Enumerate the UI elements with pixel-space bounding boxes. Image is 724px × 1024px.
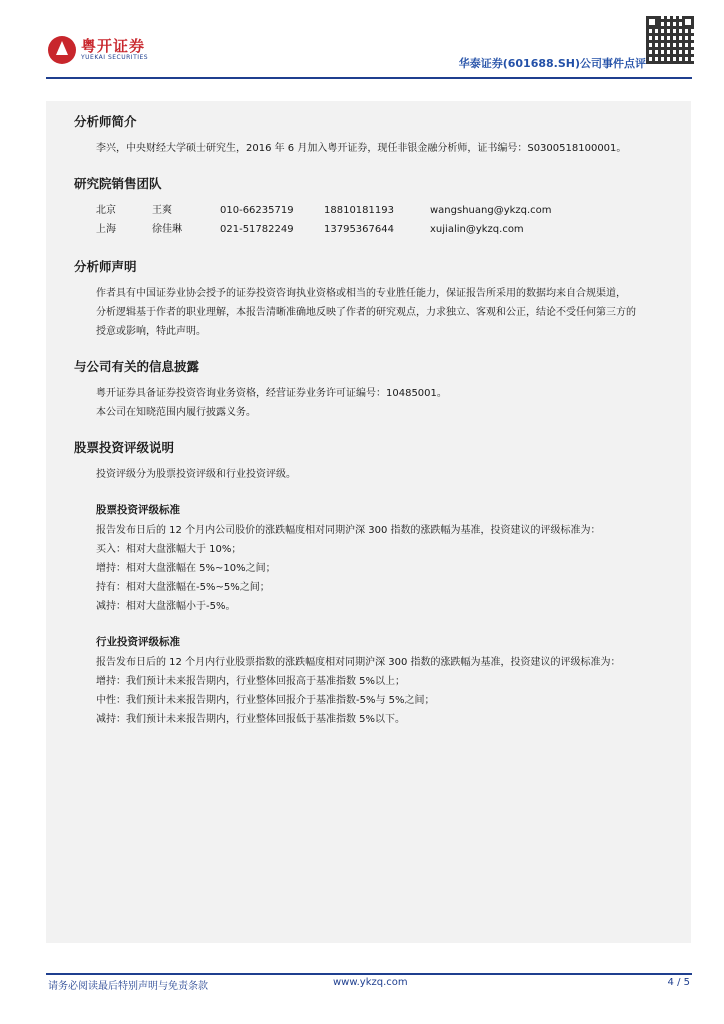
paragraph-line: 买入：相对大盘涨幅大于 10%； — [96, 544, 242, 555]
rating-intro — [96, 465, 674, 484]
paragraph-line: 本公司在知晓范围内履行披露义务。 — [96, 407, 256, 418]
paragraph-line: 增持：相对大盘涨幅在 5%~10%之间； — [96, 563, 276, 574]
paragraph-line: 持有：相对大盘涨幅在-5%~5%之间； — [96, 582, 270, 593]
sales-phone: 021-51782249 — [220, 224, 294, 235]
logo-en-text: YUEKAI SECURITIES — [81, 54, 149, 61]
table-row — [96, 220, 674, 239]
footer-page-number: 4 / 5 — [667, 977, 690, 988]
section-title-analyst-statement: 分析师声明 — [74, 259, 137, 274]
sales-name: 王爽 — [152, 205, 172, 216]
paragraph-line: 报告发布日后的 12 个月内公司股价的涨跌幅度相对同期沪深 300 指数的涨跌幅为基准，投资建议的评级标准为： — [96, 525, 601, 536]
logo-icon — [48, 36, 76, 64]
section-title-disclosure: 与公司有关的信息披露 — [74, 359, 200, 374]
sales-mobile: 13795367644 — [324, 224, 394, 235]
analyst-intro-text — [96, 139, 674, 158]
paragraph-line: 减持：相对大盘涨幅小于-5%。 — [96, 601, 236, 612]
industry-rating-text — [96, 653, 674, 729]
paragraph-line: 粤开证券具备证券投资咨询业务资格，经营证券业务许可证编号：10485001。 — [96, 388, 447, 399]
paragraph-line: 分析逻辑基于作者的职业理解，本报告清晰准确地反映了作者的研究观点，力求独立、客观和公正，结论不受任何第三方的 — [96, 307, 636, 318]
company-logo — [48, 36, 148, 64]
footer-notice: 请务必阅读最后特别声明与免责条款 — [48, 981, 208, 992]
section-title-rating: 股票投资评级说明 — [74, 440, 175, 455]
paragraph-line: 中性：我们预计未来报告期内，行业整体回报介于基准指数-5%与 5%之间； — [96, 695, 435, 706]
analyst-statement-text — [96, 284, 674, 341]
sales-phone: 010-66235719 — [220, 205, 294, 216]
sales-name: 徐佳琳 — [152, 224, 182, 235]
paragraph-line: 投资评级分为股票投资评级和行业投资评级。 — [96, 469, 296, 480]
paragraph-line: 作者具有中国证券业协会授予的证券投资咨询执业资格或相当的专业胜任能力，保证报告所采用的数据均来自合规渠道， — [96, 288, 626, 299]
report-title: 华泰证券(601688.SH)公司事件点评 — [458, 57, 646, 70]
disclosure-text — [96, 384, 674, 422]
footer-divider — [46, 973, 692, 975]
sales-email: wangshuang@ykzq.com — [430, 205, 552, 216]
sales-team-table — [74, 201, 674, 239]
qr-code-icon — [646, 16, 694, 64]
sales-city: 北京 — [96, 205, 116, 216]
subsection-title-stock-rating: 股票投资评级标准 — [96, 504, 180, 516]
paragraph-line: 增持：我们预计未来报告期内，行业整体回报高于基准指数 5%以上； — [96, 676, 406, 687]
paragraph-line: 李兴，中央财经大学硕士研究生，2016 年 6 月加入粤开证券，现任非银金融分析师，证书编号：S0300518100001。 — [96, 143, 627, 154]
logo-cn-text: 粤开证券 — [81, 37, 146, 55]
section-title-sales-team: 研究院销售团队 — [74, 176, 162, 191]
paragraph-line: 减持：我们预计未来报告期内，行业整体回报低于基准指数 5%以下。 — [96, 714, 406, 725]
paragraph-line: 报告发布日后的 12 个月内行业股票指数的涨跌幅度相对同期沪深 300 指数的涨跌幅为基准，投资建议的评级标准为： — [96, 657, 621, 668]
header-divider — [46, 77, 692, 79]
stock-rating-text — [96, 521, 674, 616]
paragraph-line: 授意或影响，特此声明。 — [96, 326, 206, 337]
page-header — [0, 0, 724, 96]
sales-city: 上海 — [96, 224, 116, 235]
table-row — [96, 201, 674, 220]
footer-website-link[interactable]: www.ykzq.com — [333, 977, 408, 988]
section-title-analyst-intro: 分析师简介 — [74, 114, 137, 129]
sales-mobile: 18810181193 — [324, 205, 394, 216]
subsection-title-industry-rating: 行业投资评级标准 — [96, 636, 180, 648]
sales-email: xujialin@ykzq.com — [430, 224, 524, 235]
main-content — [74, 114, 674, 729]
